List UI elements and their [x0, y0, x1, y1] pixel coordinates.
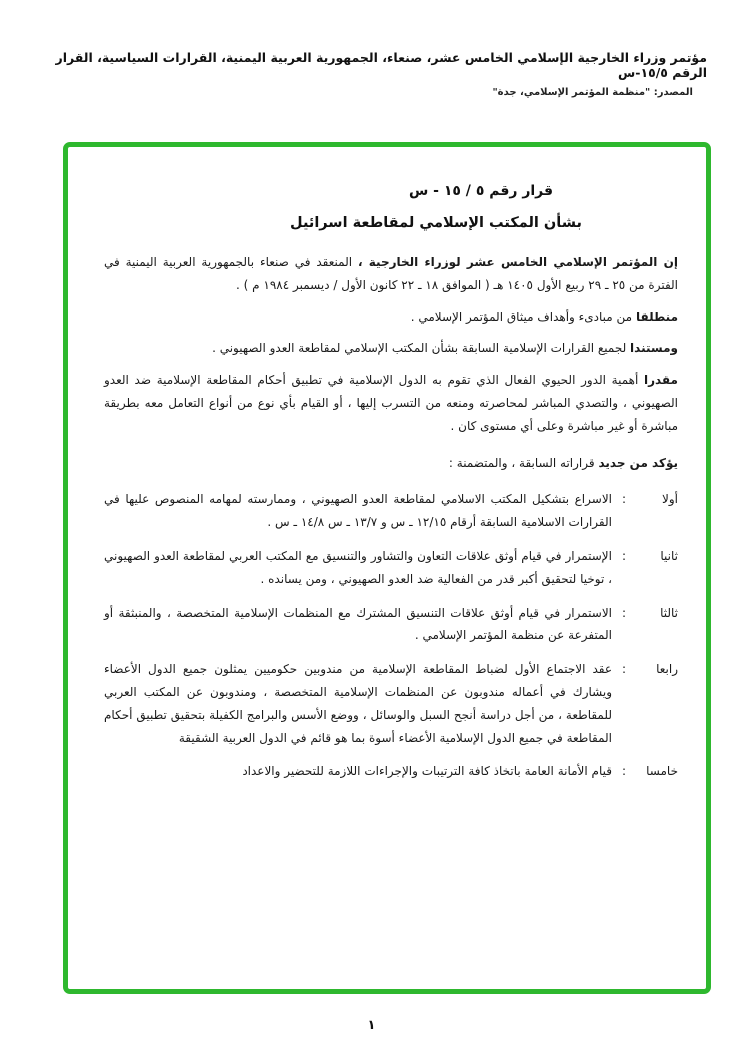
resolution-title: قرار رقم ٥ / ١٥ - س [408, 183, 554, 199]
item-label: أولا [662, 492, 678, 507]
resolution-item-3 [104, 602, 678, 648]
resolution-subtitle: بشأن المكتب الإسلامي لمقاطعة اسرائيل [290, 215, 582, 231]
paragraph-rest: من مبادىء وأهداف ميثاق المؤتمر الإسلامي . [410, 309, 636, 324]
item-text: الاسراع بتشكيل المكتب الاسلامي لمقاطعة العدو الصهيوني ، وممارسته لمهامه المنصوص عليها في القرارات الاسلامية السابقة أرقام ١٢/١٥ ـ س و ١٣/٧ ـ س ١٤/٨ ـ س . [104, 492, 612, 530]
paragraph-rest: أهمية الدور الحيوي الفعال الذي تقوم به الدول الإسلامية في تطبيق أحكام المقاطعة الإسلامية ضد العدو الصهيوني ، والتصدي المباشر لمحاصرته ومنعه من التسرب إليها ، أو القيام بأي نوع من أنواع التعامل معه بطريقة مباشرة أو غير مباشرة وعلى أي مستوى كان . [104, 373, 678, 433]
resolution-item-1 [104, 488, 678, 534]
paragraph-rest: قراراته السابقة ، والمتضمنة : [448, 455, 599, 470]
item-colon: : [621, 662, 626, 677]
item-text: الاستمرار في قيام أوثق علاقات التنسيق المشترك مع المنظمات الإسلامية المتخصصة ، والمنبثقة أو المتفرعة عن منظمة المؤتمر الإسلامي . [104, 605, 612, 643]
resolution-intro [104, 452, 678, 475]
resolution-box [63, 142, 711, 994]
preamble-paragraph-1 [104, 251, 678, 297]
document-header [30, 50, 707, 98]
item-colon: : [621, 605, 626, 620]
item-label: ثانيا [660, 548, 678, 563]
resolution-item-4 [104, 658, 678, 749]
paragraph-rest: المنعقد في صنعاء بالجمهورية العربية اليمنية في الفترة من ٢٥ ـ ٢٩ ربيع الأول ١٤٠٥ هـ ( الموافق ١٨ ـ ٢٢ كانون الأول / ديسمبر ١٩٨٤ م ) . [104, 255, 678, 292]
header-source: المصدر: "منظمة المؤتمر الإسلامي، جدة" [492, 87, 693, 98]
header-title: مؤتمر وزراء الخارجية الإسلامي الخامس عشر، صنعاء، الجمهورية العربية اليمنية، القرارات السياسية، القرار الرقم ١٥/٥-س [55, 50, 707, 80]
paragraph-lead: يؤكد من جديد [598, 455, 678, 470]
preamble-paragraph-2 [104, 306, 678, 329]
paragraph-rest: لجميع القرارات الإسلامية السابقة بشأن المكتب الإسلامي لمقاطعة العدو الصهيوني . [212, 341, 631, 356]
resolution-items [104, 488, 678, 783]
paragraph-lead: إن المؤتمر الإسلامي الخامس عشر لوزراء الخارجية ، [357, 255, 679, 269]
item-text: الإستمرار في قيام أوثق علاقات التعاون والتشاور والتنسيق مع المكتب العربي لمقاطعة العدو الصهيوني ، توخيا لتحقيق أكبر قدر من الفعالية ضد العدو الصهيوني ، ومن يسانده . [104, 548, 612, 586]
resolution-item-2 [104, 545, 678, 591]
item-label: ثالثا [660, 605, 678, 620]
preamble-paragraph-4 [104, 369, 678, 437]
paragraph-lead: ومستندا [630, 341, 678, 356]
item-colon: : [621, 492, 626, 507]
preamble-paragraph-3 [104, 337, 678, 360]
resolution-item-5 [104, 760, 678, 783]
item-label: رابعا [656, 662, 678, 677]
item-text: عقد الاجتماع الأول لضباط المقاطعة الإسلامية من مندوبين حكوميين يمثلون جميع الدول الأعضاء ويشارك في أعماله مندوبون عن المنظمات الإسلامية المتخصصة ، ومندوبون عن المكتب العربي للمقاطعة ، من أجل دراسة أنجح السبل والوسائل ، ووضع الأسس والبرامج الكفيلة بتحقيق تطبيق أحكام المقاطعة في جميع الدول الإسلامية الأعضاء أسوة بما هو قائم في الدول العربية الشقيقة [104, 662, 612, 745]
item-label: خامسا [646, 764, 678, 779]
page-number: ١ [367, 1018, 376, 1033]
item-colon: : [621, 764, 626, 779]
paragraph-lead: مقدرا [643, 373, 678, 388]
item-colon: : [621, 548, 626, 563]
item-text: قيام الأمانة العامة باتخاذ كافة الترتيبات والإجراءات اللازمة للتحضير والاعداد [242, 764, 612, 779]
paragraph-lead: منطلقا [635, 309, 678, 324]
